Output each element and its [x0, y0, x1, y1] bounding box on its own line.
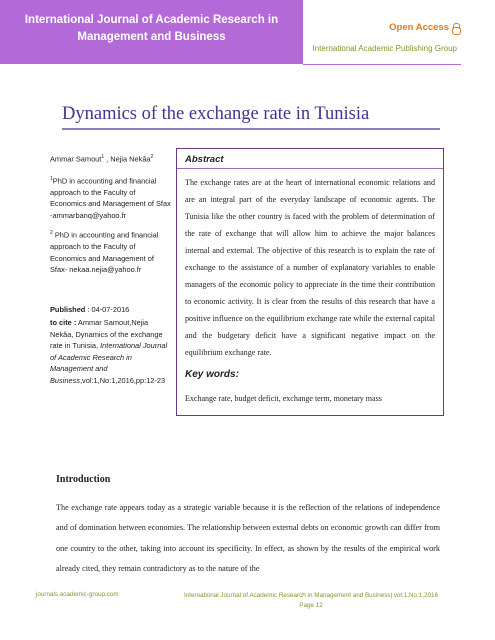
cite-label: to cite : — [50, 318, 77, 328]
journal-title — [0, 12, 303, 46]
author-1-sup: 1 — [101, 154, 105, 160]
header-divider — [303, 64, 461, 65]
journal-header-band — [0, 0, 303, 64]
affiliation-1-sup: 1 — [50, 175, 53, 182]
affiliation-2-text: PhD in accounting and financial approach to the Faculty of Economics and Management of Sfax- nekaa.nejia@yahoo.fr — [50, 230, 159, 275]
page-number: Page 12 — [299, 601, 323, 609]
abstract-box — [176, 148, 444, 416]
footer-citation — [158, 591, 464, 610]
open-access-label: Open Access — [389, 22, 449, 33]
abstract-divider — [177, 168, 443, 169]
keywords-text: Exchange rate, budget deficit, exchange term, monetary mass — [185, 394, 382, 403]
author-1: Ammar Samout — [50, 154, 102, 164]
published-value: : 04-07-2016 — [85, 304, 130, 314]
cite-journal: International Journal of Academic Research in Management and Business — [50, 341, 168, 385]
affiliation-1 — [50, 174, 172, 221]
affiliation-2-sup: 2 — [50, 230, 53, 237]
author-2-sup: 2 — [150, 154, 154, 160]
footer-journal-citation: International Journal of Academic Research in Management and Business| vol:1,No:1,2016 — [183, 592, 438, 599]
citation-block — [50, 317, 172, 386]
cite-tail: ,vol:1,No:1,2016,pp:12-23 — [80, 375, 166, 385]
publisher-name: International Academic Publishing Group — [312, 44, 457, 53]
open-access-badge — [389, 22, 459, 33]
title-underline — [62, 128, 440, 130]
journal-title-line1: International Journal of Academic Research in — [24, 14, 279, 26]
author-2: , Nejia Nekâa — [104, 154, 151, 164]
affiliation-1-text: PhD in accounting and financial approach to the Faculty of Economics and Management of Sfax -ammarbanq@yahoo.fr — [50, 176, 171, 220]
introduction-text: The exchange rate appears today as a strategic variable because it is the reflection of the relations of independence and of domination between economies. The relationship between external debts on economic growth can differ from one country to the other, taking into account its specificity. In effect, as shown by the results of the empirical work already cited, they remain contradictory as to the nature of the — [56, 503, 440, 574]
affiliation-2 — [50, 228, 172, 275]
author-names — [50, 152, 172, 165]
footer-site-link[interactable]: journals.academic-group.com — [36, 591, 119, 598]
published-label: Published — [50, 304, 86, 314]
keywords-heading: Key words: — [185, 369, 239, 380]
open-lock-icon — [452, 23, 459, 33]
abstract-text: The exchange rates are at the heart of international economic relations and are an integral part of the everyday landscape of economic agents. The Tunisia like the other country is faced with the problem of determination of the rate of exchange that will allow him to achieve the major balances internal and external. The objective of this research is to explain the rate of exchange to the assistance of a number of explanatory variables to enable managers of the economic policy to appreciate in the time their contribution to economic activity. It is clear from the results of this research that have a positive influence on the equilibrium exchange rate while the external capital and the budgetary deficit have a significant negative impact on the equilibrium exchange rate. — [185, 178, 435, 357]
introduction-heading: Introduction — [56, 474, 111, 485]
cite-text: Ammar Samout,Nejia Nekâa, Dynamics of the exchange rate in Tunisia, — [50, 318, 163, 351]
author-info-column — [50, 152, 172, 393]
published-date — [50, 304, 172, 316]
journal-title-line2: Management and Business — [77, 31, 226, 43]
article-title: Dynamics of the exchange rate in Tunisia — [62, 104, 370, 124]
abstract-heading: Abstract — [185, 154, 224, 165]
